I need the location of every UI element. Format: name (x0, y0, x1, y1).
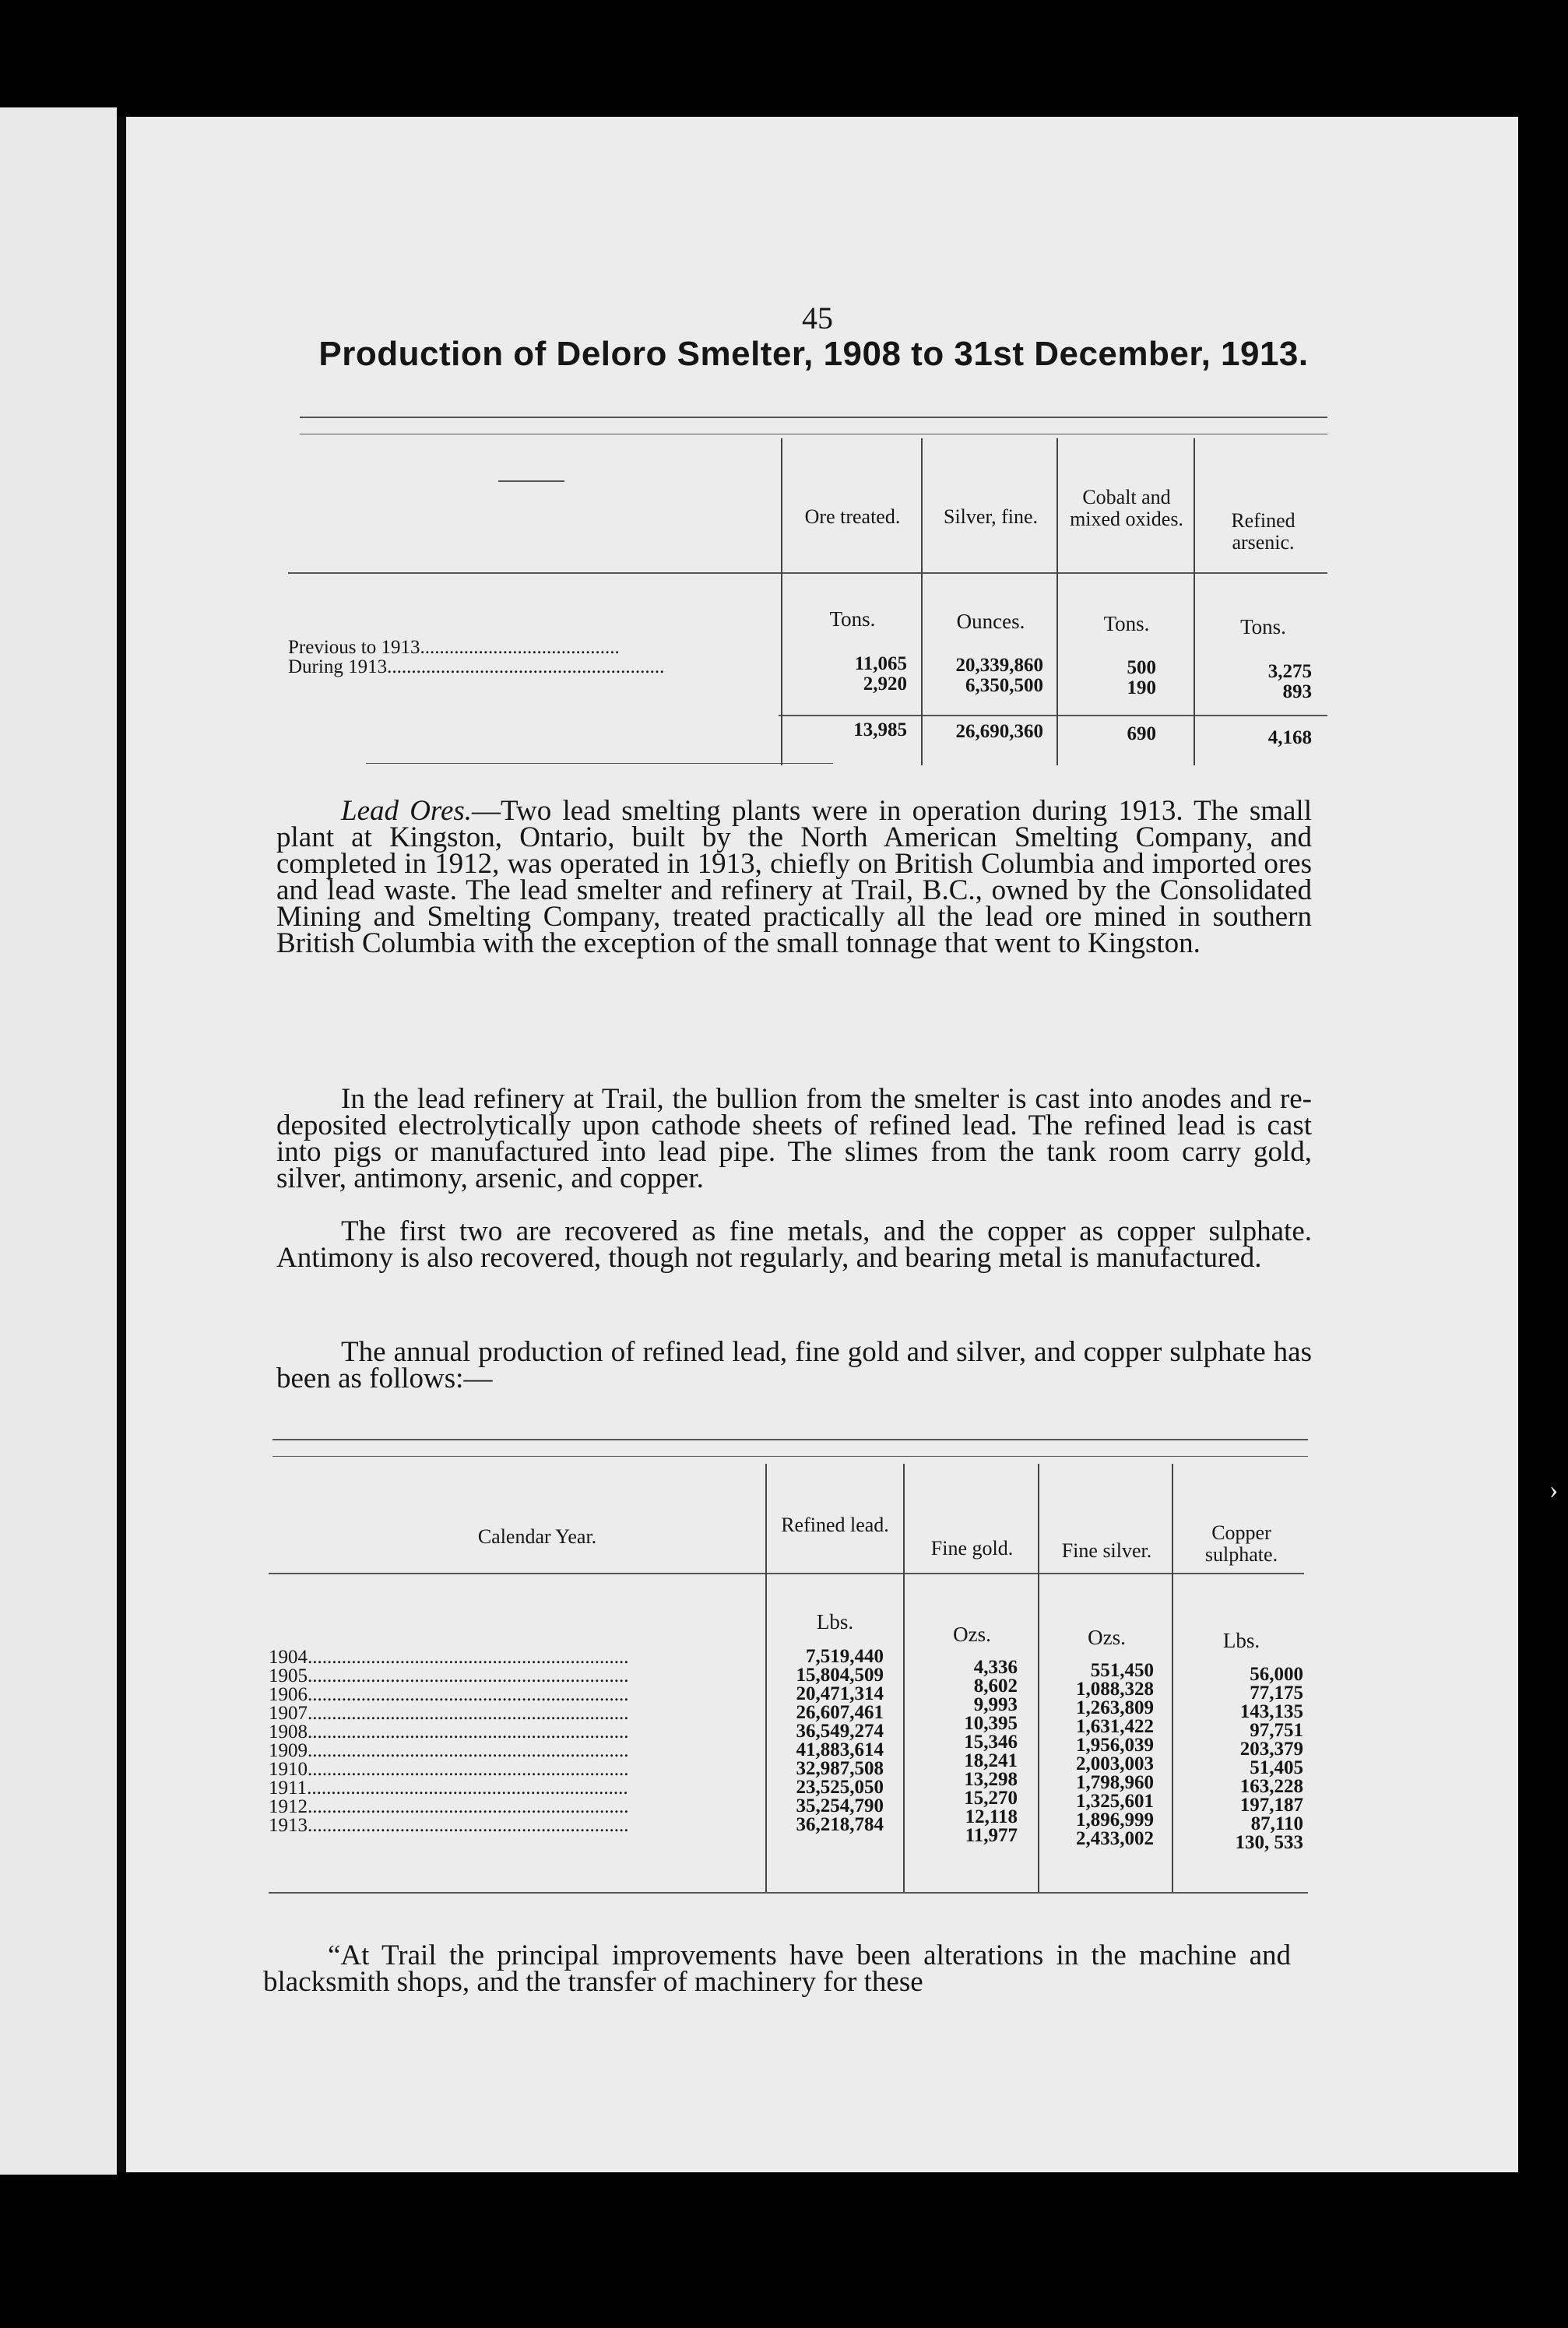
table-cell: 41,883,614 (796, 1739, 884, 1760)
page-binding-edge (117, 117, 126, 2172)
table-cell: 97,751 (1250, 1720, 1303, 1741)
table-cell: 2,920 (863, 673, 907, 695)
table-cell: 1,088,328 (1076, 1679, 1154, 1700)
table-cell: 23,525,050 (796, 1777, 884, 1798)
table-cell: 18,241 (964, 1750, 1018, 1771)
table-cell: 8,602 (973, 1676, 1018, 1697)
table-cell: 36,549,274 (796, 1721, 884, 1742)
table-cell: 1,325,601 (1076, 1791, 1154, 1812)
page-title: Production of Deloro Smelter, 1908 to 31st December, 1913. (318, 335, 1309, 373)
unit-lbs: Lbs. (1222, 1629, 1260, 1652)
row-label: Previous to 1913......................................... (288, 637, 620, 658)
page-number: 45 (802, 301, 833, 336)
paragraph-refinery: In the lead refinery at Trail, the bullion from the smelter is cast into anodes and re-deposited electrolytically upon cathode sheets of refined lead. The refined lead is cast into pigs or manufactured into lead pipe. The slimes from the tank room carry gold, silver, antimony, arsenic, and copper. (276, 1083, 1312, 1194)
table-cell: 1,263,809 (1076, 1697, 1154, 1718)
previous-page-strip (0, 107, 117, 2175)
unit-lbs: Lbs. (816, 1610, 854, 1633)
year-label: 1904.................................................................. (269, 1647, 629, 1668)
table-cell: 20,471,314 (796, 1683, 884, 1704)
margin-mark: › (1549, 1475, 1559, 1504)
unit-ozs: Ozs. (953, 1623, 991, 1646)
table-cell: 51,405 (1250, 1757, 1303, 1778)
table-cell: 1,896,999 (1076, 1809, 1154, 1830)
table-cell: 1,798,960 (1076, 1772, 1154, 1793)
table-cell: 15,804,509 (796, 1665, 884, 1686)
table-cell: 15,270 (964, 1788, 1018, 1809)
year-label: 1913.................................................................. (269, 1815, 629, 1836)
table-cell: 130, 533 (1235, 1832, 1303, 1853)
table-cell: 3,275 (1267, 661, 1312, 682)
unit-tons: Tons. (1103, 612, 1150, 635)
paragraph-trail-improvements: “At Trail the principal improvements have been alterations in the machine and blacksmith shops, and the transfer of machinery for these (263, 1939, 1291, 1998)
table-cell: 2,433,002 (1076, 1828, 1154, 1849)
table2-top-rule (272, 1439, 1308, 1440)
table2-top-rule-2 (272, 1456, 1308, 1457)
table-cell: 143,135 (1239, 1701, 1303, 1722)
unit-tons: Tons. (1240, 615, 1286, 638)
table-cell: 26,607,461 (796, 1702, 884, 1723)
table-cell: 36,218,784 (796, 1814, 884, 1835)
table-cell: 10,395 (964, 1713, 1018, 1734)
year-label: 1912.................................................................. (269, 1796, 629, 1817)
table2-col-divider-3 (1038, 1464, 1039, 1892)
table-cell: 20,339,860 (955, 655, 1043, 676)
row-label: During 1913......................................................... (288, 656, 665, 677)
header-refined-lead: Refined lead. (781, 1514, 889, 1536)
paragraph-annual-production: The annual production of refined lead, fine gold and silver, and copper sulphate has been as follows:— (276, 1336, 1312, 1394)
table-cell: 7,519,440 (806, 1646, 884, 1667)
table2-col-divider-1 (765, 1464, 767, 1892)
paragraph-lead-ores: Lead Ores.—Two lead smelting plants were in operation during 1913. The small plant at Kingston, Ontario, built by the North American Smelting Company, and completed in 1912, was operated in 1913, chiefly on British Columbia and imported ores and lead waste. The lead smelter and refinery at Trail, B.C., owned by the Consolidated Mining and Smelting Company, treated practically all the lead ore mined in southern British Columbia with the exception of the small tonnage that went to Kingston. (276, 795, 1312, 959)
table-cell: 500 (1127, 657, 1156, 678)
lead-ores-heading: Lead Ores. (341, 795, 473, 827)
table2-col-divider-2 (903, 1464, 905, 1892)
table-cell: 1,956,039 (1076, 1735, 1154, 1756)
table-cell: 12,118 (965, 1806, 1018, 1827)
table1-bottom-rule (366, 763, 833, 764)
table1-header-rule (288, 572, 1327, 574)
table-cell: 893 (1282, 681, 1312, 702)
table1-stub-dash (498, 480, 564, 482)
total-cell: 4,168 (1267, 727, 1312, 748)
table-cell: 163,228 (1239, 1776, 1303, 1797)
year-label: 1905.................................................................. (269, 1665, 629, 1686)
table-cell: 87,110 (1250, 1813, 1303, 1834)
header-fine-gold: Fine gold. (930, 1537, 1014, 1560)
table2-bottom-rule (269, 1892, 1308, 1894)
unit-ounces: Ounces. (956, 610, 1025, 633)
table-cell: 203,379 (1239, 1739, 1303, 1760)
unit-tons: Tons. (829, 607, 876, 631)
table1-col-divider-1 (781, 438, 782, 765)
header-fine-silver: Fine silver. (1061, 1539, 1152, 1562)
table-cell: 13,298 (964, 1769, 1018, 1790)
year-label: 1911.................................................................. (269, 1778, 628, 1799)
table-cell: 15,346 (964, 1732, 1018, 1753)
table-cell: 2,003,003 (1076, 1753, 1154, 1774)
table-cell: 190 (1127, 677, 1156, 698)
total-cell: 690 (1127, 723, 1156, 744)
header-calendar-year: Calendar Year. (477, 1525, 597, 1548)
table-cell: 56,000 (1250, 1664, 1303, 1685)
header-refined-arsenic: Refined arsenic. (1231, 509, 1296, 554)
table2-header-rule (269, 1573, 1304, 1574)
year-label: 1906.................................................................. (269, 1684, 629, 1705)
header-cobalt-oxides: Cobalt and mixed oxides. (1070, 486, 1183, 530)
table1-col-divider-3 (1056, 438, 1058, 765)
total-cell: 26,690,360 (955, 721, 1043, 742)
year-label: 1908.................................................................. (269, 1721, 629, 1742)
table-cell: 197,187 (1239, 1795, 1303, 1816)
table-cell: 6,350,500 (965, 675, 1043, 696)
year-label: 1910.................................................................. (269, 1759, 629, 1780)
header-copper-sulphate: Copper sulphate. (1204, 1521, 1278, 1566)
unit-ozs: Ozs. (1088, 1626, 1126, 1649)
table1-top-rule (300, 417, 1327, 418)
year-label: 1907.................................................................. (269, 1703, 629, 1724)
table-cell: 11,065 (854, 653, 907, 674)
table-cell: 11,977 (965, 1825, 1018, 1846)
table-cell: 1,631,422 (1076, 1716, 1154, 1737)
table-cell: 551,450 (1090, 1660, 1154, 1681)
table1-col-divider-4 (1194, 438, 1195, 765)
table-cell: 32,987,508 (796, 1758, 884, 1779)
paragraph-metals: The first two are recovered as fine metals, and the copper as copper sulphate. Antimony is also recovered, though not regularly, and bearing metal is manufactured. (276, 1215, 1312, 1274)
table-cell: 9,993 (973, 1694, 1018, 1715)
header-silver-fine: Silver, fine. (944, 505, 1038, 528)
year-label: 1909.................................................................. (269, 1740, 629, 1761)
table-cell: 35,254,790 (796, 1795, 884, 1816)
table1-total-rule (779, 715, 1327, 716)
total-cell: 13,985 (853, 719, 907, 740)
table1-col-divider-2 (921, 438, 923, 765)
table-cell: 77,175 (1250, 1683, 1303, 1704)
header-ore-treated: Ore treated. (804, 505, 901, 528)
table-cell: 4,336 (973, 1657, 1018, 1678)
table2-col-divider-4 (1172, 1464, 1173, 1892)
